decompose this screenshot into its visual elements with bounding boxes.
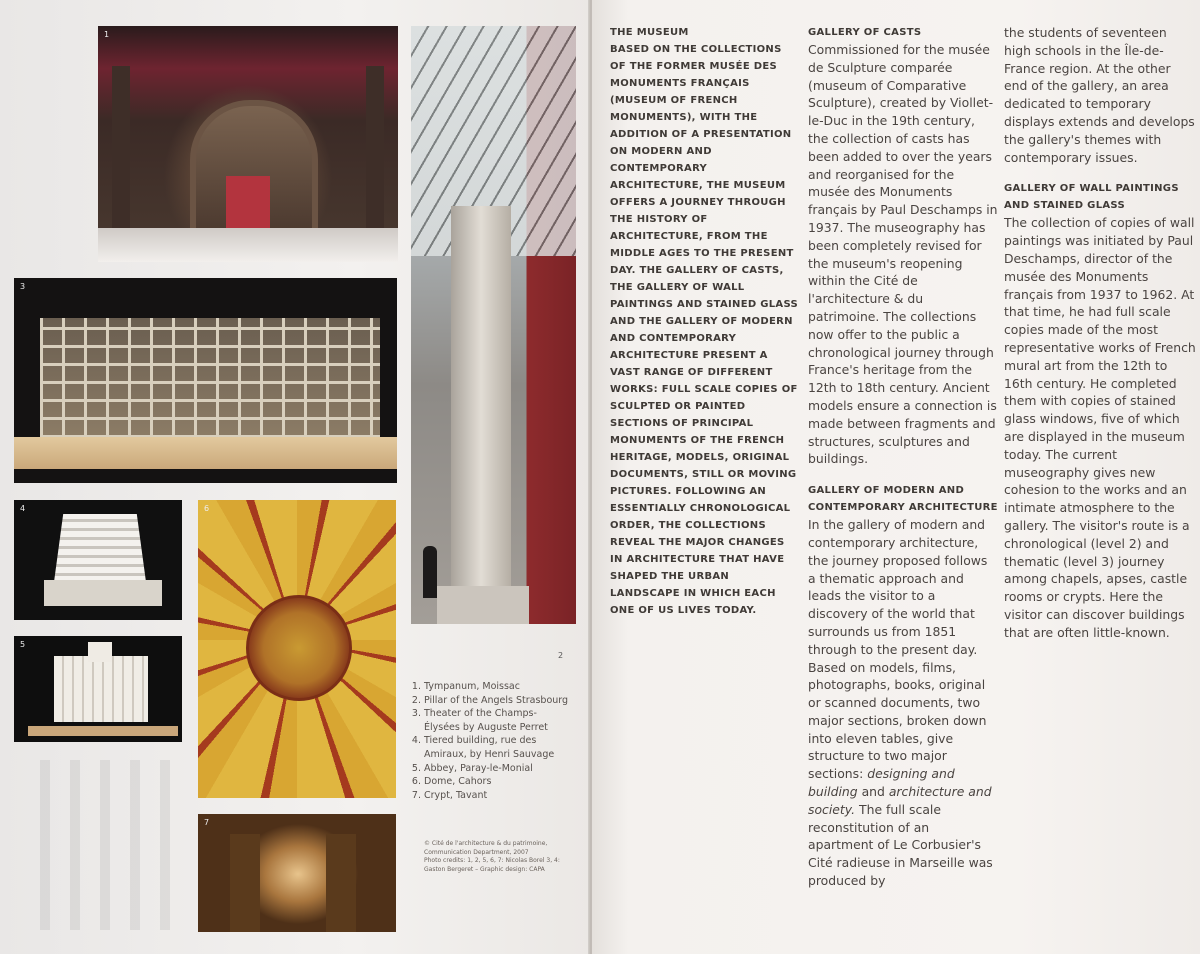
right-column bbox=[1004, 24, 1196, 642]
modern-text-a: In the gallery of modern and contemporary architecture, the journey proposed follows a thematic approach and leads the visitor to a discovery of the world that surrounds us from 1851 through to the present day. Based on models, films, photographs, books, original or scanned documents, two major sections, broken down into eleven tables, give structure to two major sections: bbox=[808, 517, 988, 782]
modern-text bbox=[808, 516, 998, 890]
casts-heading: GALLERY OF CASTS bbox=[808, 27, 922, 38]
caption-1: 1. Tympanum, Moissac bbox=[424, 680, 570, 694]
paintings-text: The collection of copies of wall paintings was initiated by Paul Deschamps, director of the musée des Monuments français from 1937 to 1962. At that time, he had full scale copies made of the most representative works of French mural art from the 12th to 16th century. He completed them with copies of stained glass windows, five of which are displayed in the museum today. The current museography gives new cohesion to the works and an intimate atmosphere to the gallery. The visitor's route is a chronological (level 2) and thematic (level 3) journey among chapels, apses, castle rooms or crypts. Here the visitor can discover buildings that are often little-known. bbox=[1004, 215, 1196, 640]
left-page bbox=[0, 0, 592, 954]
photo-number-4: 4 bbox=[20, 504, 26, 513]
modern-em-society: architecture and society. bbox=[808, 784, 992, 817]
caption-6: 6. Dome, Cahors bbox=[424, 775, 570, 789]
caption-3: 3. Theater of the Champs-Élysées by Auguste Perret bbox=[424, 707, 570, 734]
photo-credits bbox=[424, 840, 574, 874]
casts-text: Commissioned for the musée de Sculpture comparée (museum of Comparative Sculpture), created by Viollet-le-Duc in the 19th century, the collection of casts has been added to over the years and reorganised for the musée des Monuments français by Paul Deschamps in 1937. The museography has been completely revised for the museum's reopening within the Cité de l'architecture & du patrimoine. The collections now offer to the public a chronological journey through France's heritage from the 12th to 18th century. Ancient models ensure a connection is made between fragments and structures, sculptures and buildings. bbox=[808, 42, 998, 467]
photo-number-5: 5 bbox=[20, 640, 26, 649]
caption-4: 4. Tiered building, rue des Amiraux, by Henri Sauvage bbox=[424, 734, 570, 761]
modern-em-designing: designing and building bbox=[808, 766, 955, 800]
modern-heading: GALLERY OF MODERN AND CONTEMPORARY ARCHITECTURE bbox=[808, 485, 998, 514]
caption-7: 7. Crypt, Tavant bbox=[424, 789, 570, 803]
background-pattern bbox=[40, 760, 190, 930]
photo-number-6: 6 bbox=[204, 504, 210, 513]
photo-abbey-model bbox=[14, 636, 182, 742]
credits-copyright: © Cité de l'architecture & du patrimoine, Communication Department, 2007 bbox=[424, 840, 548, 856]
photo-number-2: 2 bbox=[558, 651, 564, 660]
intro-column bbox=[610, 24, 798, 619]
photo-captions bbox=[410, 680, 570, 802]
modern-and: and bbox=[857, 784, 889, 800]
photo-dome-cahors bbox=[198, 500, 396, 798]
caption-5: 5. Abbey, Paray-le-Monial bbox=[424, 762, 570, 776]
caption-2: 2. Pillar of the Angels Strasbourg bbox=[424, 694, 570, 708]
middle-column bbox=[808, 24, 998, 890]
photo-number-7: 7 bbox=[204, 818, 210, 827]
photo-pillar-of-angels bbox=[411, 26, 576, 624]
photo-theater-model bbox=[14, 278, 397, 483]
paintings-heading: GALLERY OF WALL PAINTINGS AND STAINED GLASS bbox=[1004, 183, 1179, 212]
continued-text: the students of seventeen high schools in the Île-de-France region. At the other end of the gallery, an area dedicated to temporary displays extends and develops the gallery's themes with contemporary issues. bbox=[1004, 25, 1195, 165]
intro-heading: THE MUSEUM bbox=[610, 27, 689, 38]
photo-tympanum-moissac bbox=[98, 26, 398, 262]
photo-tiered-building bbox=[14, 500, 182, 620]
modern-text-b: The full scale reconstitution of an apartment of Le Corbusier's Cité radieuse in Marseille was produced by bbox=[808, 801, 993, 889]
photo-number-1: 1 bbox=[104, 30, 110, 39]
photo-number-3: 3 bbox=[20, 282, 26, 291]
credits-photo: Photo credits: 1, 2, 5, 6, 7: Nicolas Borel 3, 4: Gaston Bergeret – Graphic design: CAPA bbox=[424, 857, 560, 873]
photo-crypt-tavant bbox=[198, 814, 396, 932]
intro-text: BASED ON THE COLLECTIONS OF THE FORMER MUSÉE DES MONUMENTS FRANÇAIS (MUSEUM OF FRENCH MONUMENTS), WITH THE ADDITION OF A PRESENTATION ON MODERN AND CONTEMPORARY ARCHITECTURE, THE MUSEUM OFFERS A JOURNEY THROUGH THE HISTORY OF ARCHITECTURE, FROM THE MIDDLE AGES TO THE PRESENT DAY. THE GALLERY OF CASTS, THE GALLERY OF WALL PAINTINGS AND STAINED GLASS AND THE GALLERY OF MODERN AND CONTEMPORARY ARCHITECTURE PRESENT A VAST RANGE OF DIFFERENT WORKS: FULL SCALE COPIES OF SCULPTED OR PAINTED SECTIONS OF PRINCIPAL MONUMENTS OF THE FRENCH HERITAGE, MODELS, ORIGINAL DOCUMENTS, STILL OR MOVING PICTURES. FOLLOWING AN ESSENTIALLY CHRONOLOGICAL ORDER, THE COLLECTIONS REVEAL THE MAJOR CHANGES IN ARCHITECTURE THAT HAVE SHAPED THE URBAN LANDSCAPE IN WHICH EACH ONE OF US LIVES TODAY. bbox=[610, 44, 798, 616]
